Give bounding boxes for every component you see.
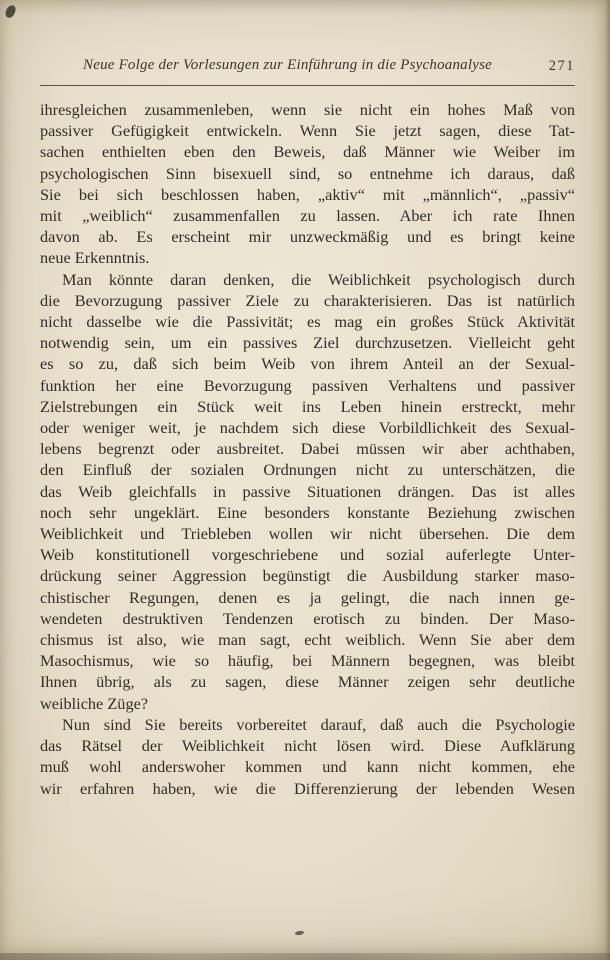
text-line: neue Erkenntnis. (40, 248, 150, 268)
paragraph (40, 269, 575, 714)
text-line: sachen enthielten eben den Beweis, daß Männer wie Weiber im (40, 142, 575, 162)
text-line: das Rätsel der Weiblichkeit nicht lösen wird. Diese Aufklärung (40, 736, 575, 756)
text-line: ihresgleichen zusammenleben, wenn sie nicht ein hohes Maß von (40, 100, 575, 119)
paragraph (40, 714, 575, 799)
text-line: mit „weiblich“ zusammenfallen zu lassen. Aber ich rate Ihnen (40, 206, 575, 226)
text-line: wendeten destruktiven Tendenzen erotisch zu binden. Der Maso- (40, 608, 575, 628)
scan-edge-bottom (0, 953, 610, 960)
body-text (40, 99, 575, 799)
text-line: das Weib gleichfalls in passive Situationen drängen. Das ist alles (40, 481, 575, 501)
text-line: psychologischen Sinn bisexuell sind, so entnehme ich daraus, daß (40, 163, 575, 183)
text-line: Masochismus, wie so häufig, bei Männern begegnen, was bleibt (40, 651, 575, 671)
text-line: Zielstrebungen ein Stück weit ins Leben hinein erstreckt, mehr (40, 396, 575, 416)
running-head-title: Neue Folge der Vorlesungen zur Einführung in die Psychoanalyse (83, 57, 492, 73)
text-line: chismus ist also, wie man sagt, echt weiblich. Wenn Sie aber dem (40, 630, 575, 650)
text-line: funktion her eine Bevorzugung passiven Verhaltens und passiver (40, 375, 575, 395)
text-line: weibliche Züge? (40, 693, 149, 713)
text-line: Sie bei sich beschlossen haben, „aktiv“ mit „männlich“, „passiv“ (40, 184, 575, 204)
text-line: nicht dasselbe wie die Passivität; es mag ein großes Stück Aktivität (40, 312, 575, 332)
text-line: drückung seiner Aggression begünstigt die Ausbildung starker maso- (40, 566, 575, 586)
text-line: muß wohl anderswoher kommen und kann nicht kommen, ehe (40, 757, 575, 777)
text-line: lebens begrenzt oder ausbreitet. Dabei müssen wir aber achthaben, (40, 439, 575, 459)
text-line: noch sehr ungeklärt. Eine besonders konstante Beziehung zwischen (40, 502, 575, 522)
text-line: die Bevorzugung passiver Ziele zu charakterisieren. Das ist natürlich (40, 290, 575, 310)
text-line: Weib konstitutionell vorgeschriebene und sozial auferlegte Unter- (40, 545, 575, 565)
page-number: 271 (548, 58, 575, 74)
text-line: chistischer Regungen, denen es ja gelingt, die nach innen ge- (40, 587, 575, 607)
text-line: oder weniger weit, je nachdem sich diese Vorbildlichkeit des Sexual- (40, 418, 575, 438)
paragraph (40, 99, 575, 269)
text-line: passiver Gefügigkeit entwickeln. Wenn Sie jetzt sagen, diese Tat- (40, 121, 575, 141)
text-line: Man könnte daran denken, die Weiblichkeit psychologisch durch (62, 269, 575, 289)
text-line: den Einfluß der sozialen Ordnungen nicht zu unterschätzen, die (40, 460, 575, 480)
scan-edge-right (605, 0, 610, 960)
page-content (40, 57, 575, 799)
ink-speck-top-left (4, 4, 17, 19)
text-line: Nun sind Sie bereits vorbereitet darauf, daß auch die Psychologie (62, 714, 575, 734)
text-line: es so zu, daß sich beim Weib von ihrem Anteil an der Sexual- (40, 354, 575, 374)
text-line: Weiblichkeit und Triebleben wollen wir nicht übersehen. Die dem (40, 524, 575, 544)
text-line: notwendig sein, um ein passives Ziel durchzusetzen. Vielleicht geht (40, 333, 575, 353)
ink-speck-bottom (295, 930, 304, 935)
text-line: Ihnen übrig, als zu sagen, diese Männer zeigen sehr deutliche (40, 672, 575, 692)
text-line: wir erfahren haben, wie die Differenzierung der lebenden Wesen (40, 778, 575, 798)
text-line: davon ab. Es erscheint mir unzweckmäßig und es bringt keine (40, 227, 575, 247)
running-head (40, 57, 575, 86)
